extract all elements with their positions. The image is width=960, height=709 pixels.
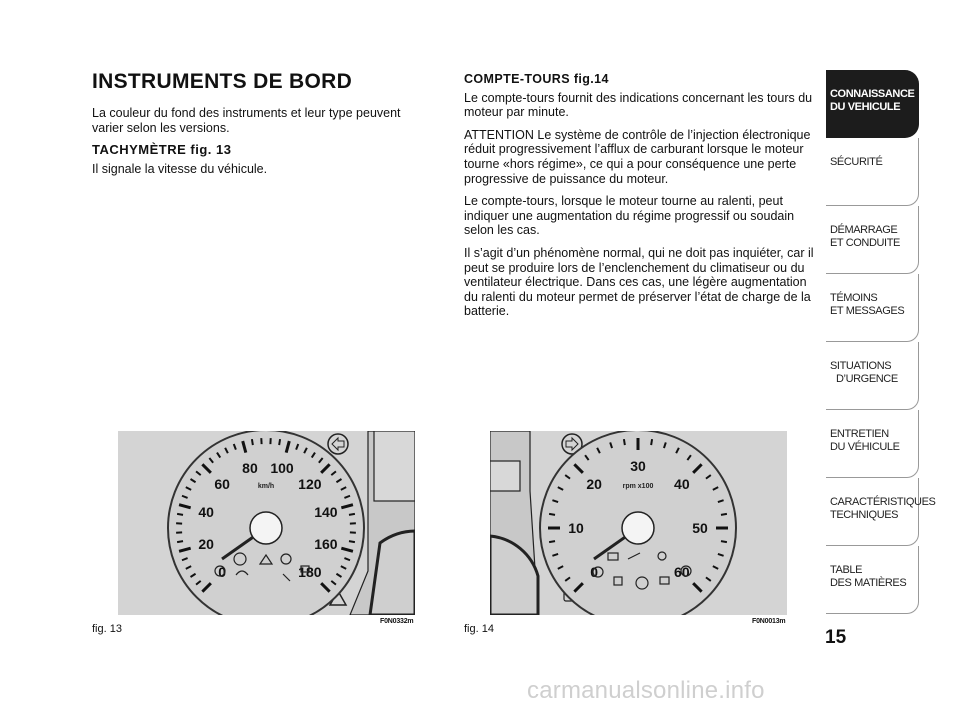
tachymeter-text: Il signale la vitesse du véhicule. [92,161,268,176]
gauge-scale-label: 80 [242,460,258,477]
gauge-tick [651,439,652,445]
gauge-tick [549,514,555,515]
tab-entretien-vehicule[interactable] [826,410,919,478]
tachymeter-heading: TACHYMÈTRE fig. 13 [92,142,232,158]
gauge-tick [721,514,727,515]
gauge-scale-label: 40 [198,503,214,520]
rpm-unit-label: rpm x100 [622,483,654,490]
gauge-scale-label: 0 [218,563,227,580]
gauge-scale-label: 140 [314,503,338,520]
speed-unit-label: km/h [257,483,275,490]
gauge-scale-label: 50 [692,520,708,536]
gauge-scale-label: 60 [674,563,690,580]
tab-connaissance-vehicule[interactable] [826,70,919,138]
gauge-scale-label: 60 [214,476,230,493]
needle-hub [622,512,654,544]
watermark: carmanualsonline.info [527,677,765,704]
tab-label-line1: ENTRETIEN [830,428,889,440]
gauge-tick [349,541,355,542]
tab-label-line2: D’URGENCE [836,372,898,385]
tab-label-line1: CARACTÉRISTIQUES [830,496,936,508]
gauge-tick [624,439,625,445]
tab-label-line2: TECHNIQUES [830,508,899,521]
gauge-scale-label: 0 [590,563,599,580]
tab-caracteristiques-techniques[interactable] [826,478,936,546]
rev-counter-paragraph-4: Il s’agit d’un phénomène normal, qui ne doit pas inquiéter, car il peut se produire lors de l’enclenchement du climatiseur ou du ventilateur électrique. Dans ces cas, une légère augmentation du ralenti du moteur permet de préserver l’état de charge de la batterie. [464,245,814,319]
tab-label-line1: SITUATIONS [830,360,892,372]
tab-label-line2: DU VEHICULE [830,100,901,113]
tab-label-line1: SÉCURITÉ [830,156,883,168]
rev-counter-paragraph-2: ATTENTION Le système de contrôle de l’injection électronique réduit progressivement l’afflux de carburant lorsque le moteur tourne «hors régime», ce qui a pour conséquence une perte progressive de puissance du moteur. [464,127,811,186]
needle-hub [250,512,282,544]
figure-14-code: F0N0013m [752,618,786,625]
tab-demarrage-conduite[interactable] [826,206,919,274]
tab-temoins-messages[interactable] [826,274,919,342]
tab-label-line2: ET MESSAGES [830,304,905,317]
tab-label-line1: DÉMARRAGE [830,224,898,236]
page-number: 15 [825,627,847,648]
gauge-scale-label: 180 [298,563,322,580]
gauge-tick [177,541,183,542]
intro-paragraph: La couleur du fond des instruments et leur type peuvent varier selon les versions. [92,106,401,135]
right-column [464,72,816,327]
gauge-scale-label: 10 [568,520,584,536]
gauge-scale-label: 20 [586,476,602,493]
tab-label-line1: CONNAISSANCE [830,88,915,100]
left-column [92,70,422,184]
chapter-tabs [826,70,936,614]
tab-situations-urgence[interactable] [826,342,919,410]
gauge-tick [721,541,727,542]
gauge-scale-label: 40 [674,476,690,493]
tab-label-line1: TÉMOINS [830,292,878,304]
rev-counter-paragraph-3: Le compte-tours, lorsque le moteur tourne au ralenti, peut indiquer une augmentation du régime progressif ou soudain selon les cas. [464,194,795,238]
gauge-tick [252,439,253,445]
tab-label-line2: DES MATIÈRES [830,576,907,589]
tab-label-line1: TABLE [830,564,863,576]
gauge-scale-label: 120 [298,476,322,493]
tab-label-line2: DU VÉHICULE [830,440,900,453]
figure-13-code: F0N0332m [380,618,414,625]
tab-securite[interactable] [826,138,919,206]
speedometer-illustration [118,431,415,615]
gauge-tick [349,514,355,515]
rev-counter-figure [490,431,787,615]
rev-counter-heading: COMPTE-TOURS fig.14 [464,72,609,86]
gauge-scale-label: 20 [198,536,214,553]
gauge-scale-label: 30 [630,458,646,474]
tab-label-line2: ET CONDUITE [830,236,900,249]
figure-14-caption: fig. 14 [464,623,494,635]
gauge-tick [549,541,555,542]
speedometer-figure [118,431,415,615]
page-title: INSTRUMENTS DE BORD [92,70,353,93]
figure-13-caption: fig. 13 [92,623,122,635]
gauge-tick [279,439,280,445]
gauge-scale-label: 160 [314,536,338,553]
gauge-scale-label: 100 [270,460,294,477]
rev-counter-paragraph-1: Le compte-tours fournit des indications concernant les tours du moteur par minute. [464,90,813,120]
tab-table-matieres[interactable] [826,546,919,614]
rev-counter-illustration [490,431,787,615]
gauge-tick [177,514,183,515]
